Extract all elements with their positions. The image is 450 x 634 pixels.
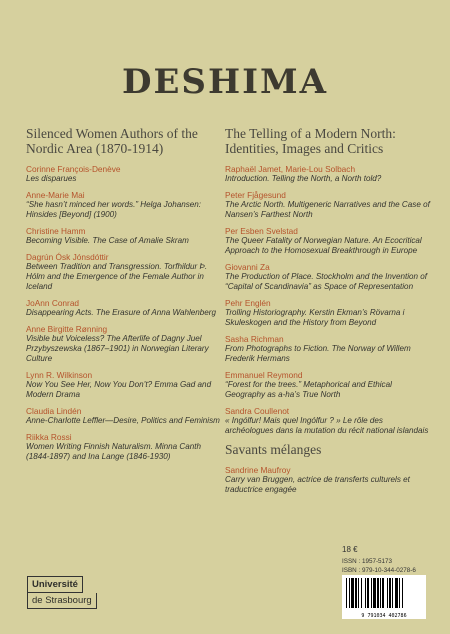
toc-entry [26,164,222,184]
barcode-bar [389,578,391,608]
author: Emmanuel Reymond [225,370,303,380]
section-title: Silenced Women Authors of the Nordic Area (1870-1914) [26,126,198,156]
university-line2: de Strasbourg [27,593,97,609]
journal-logo: DESHIMA [122,62,328,102]
work-title: Visible but Voiceless? The Afterlife of Dagny Juel Przybyszewska (1867–1901) in Norwegian Literary Culture [26,334,209,363]
author: Riikka Rossi [26,432,72,442]
work-title: Becoming Visible. The Case of Amalie Skram [26,236,189,245]
author: Per Esben Svelstad [225,226,298,236]
toc-entry [26,406,222,426]
toc-entry [26,298,222,318]
author: Raphaël Jamet, Marie-Lou Solbach [225,164,356,174]
toc-entry [225,334,431,364]
barcode-number: 9 791034 402786 [361,613,407,619]
work-title: Now You See Her, Now You Don’t? Emma Gad and Modern Drama [26,380,212,399]
work-title: Anne-Charlotte Leffler—Desire, Politics and Feminism [26,416,220,425]
toc-entry [26,370,222,400]
barcode-bar [387,578,388,608]
left-column [26,126,222,468]
work-title: Trolling Historiography. Kerstin Ekman’s Rövarna i Skuleskogen and the History from Beyond [225,308,405,327]
university-line1: Université [27,576,83,593]
left-entries [26,164,222,462]
work-title: « Ingólfur! Mais quel Ingólfur ? » Le rôle des archéologues dans la mutation du récit national islandais [225,416,429,435]
work-title: The Queer Fatality of Norwegian Nature. An Ecocritical Approach to the Homosexual Breakthrough in Europe [225,236,422,255]
work-title: Les disparues [26,174,77,183]
toc-entry [26,190,222,220]
barcode-bar [373,578,376,608]
author: Sandra Coullenot [225,406,290,416]
author: Peter Fjågesund [225,190,286,200]
barcode-bar [355,578,357,608]
work-title: The Arctic North. Multigeneric Narratives and the Case of Nansen’s Farthest North [225,200,430,219]
section-title-savants: Savants mélanges [225,442,322,457]
barcode-bar [371,578,372,608]
toc-entry [225,465,431,495]
work-title: Carry van Bruggen, actrice de transferts culturels et traductrice engagée [225,475,410,494]
work-title: Between Tradition and Transgression. Torfhildur Þ. Hólm and the Emergence of the Female Author in Iceland [26,262,208,291]
toc-entry [225,262,431,292]
barcode-bar [361,578,362,608]
price: 18 € [342,545,358,554]
work-title: Disappearing Acts. The Erasure of Anna Wahlenberg [26,308,217,317]
work-title: Women Writing Finnish Naturalism. Minna Canth (1844-1897) and Ina Lange (1846-1930) [26,442,201,461]
barcode-bar [358,578,359,608]
author: Anne Birgitte Rønning [26,324,108,334]
toc-entry [225,298,431,328]
author: JoAnn Conrad [26,298,80,308]
section-title: The Telling of a Modern North: Identities, Images and Critics [225,126,396,156]
toc-entry [26,252,222,292]
author: Sandrine Maufroy [225,465,291,475]
author: Sasha Richman [225,334,284,344]
author: Dagrún Ósk Jónsdóttir [26,252,109,262]
university-logo [27,574,106,609]
author: Christine Hamm [26,226,86,236]
barcode-bar [395,578,398,608]
barcode-bar [365,578,366,608]
work-title: The Production of Place. Stockholm and the Invention of “Capital of Scandinavia” as Space of Representation [225,272,428,291]
toc-entry [225,370,431,400]
author: Corinne François-Denève [26,164,121,174]
author: Claudia Lindén [26,406,82,416]
toc-entry [225,164,431,184]
work-title: Introduction. Telling the North, a North told? [225,174,382,183]
barcode-bar [377,578,379,608]
barcode-bars [342,575,426,611]
toc-entry [225,406,431,436]
right-entries [225,164,431,436]
toc-entry [225,226,431,256]
author: Lynn R. Wilkinson [26,370,93,380]
toc-entry [26,226,222,246]
barcode-bar [367,578,369,608]
isbn: ISBN : 979-10-344-0278-6 [342,567,416,574]
toc-entry [26,324,222,364]
author: Giovanni Za [225,262,270,272]
barcode-bar [351,578,354,608]
work-title: “She hasn’t minced her words.” Helga Johansen: Hinsides [Beyond] (1900) [26,200,202,219]
barcode-bar [346,578,347,608]
barcode-bar [380,578,381,608]
barcode [342,575,426,619]
right-column [225,126,431,501]
barcode-bar [392,578,393,608]
identifiers [342,557,416,575]
toc-entry [26,432,222,462]
barcode-bar [349,578,350,608]
author: Pehr Englén [225,298,271,308]
toc-entry [225,190,431,220]
author: Anne-Marie Mai [26,190,85,200]
issn: ISSN : 1957-5173 [342,558,393,565]
work-title: “Forest for the trees.” Metaphorical and Ethical Geography as a-ha’s True North [225,380,392,399]
barcode-bar [382,578,384,608]
barcode-bar [402,578,403,608]
barcode-bar [399,578,400,608]
work-title: From Photographs to Fiction. The Norway of Willem Frederik Hermans [225,344,411,363]
